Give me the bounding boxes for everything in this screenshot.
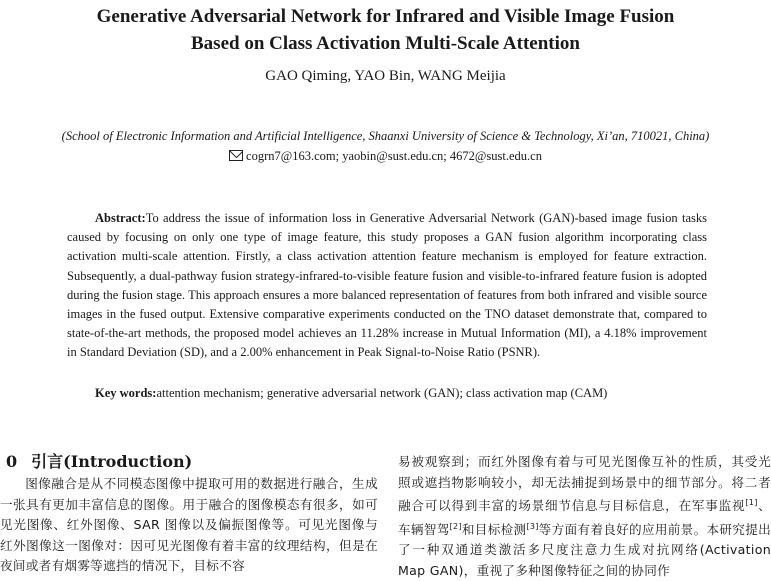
abstract-label: Abstract:	[95, 211, 146, 225]
citation-ref-2: [2]	[449, 521, 462, 531]
section-heading	[0, 450, 378, 474]
abstract	[67, 209, 707, 363]
envelope-icon	[229, 150, 243, 161]
section-title: 引言(Introduction)	[31, 452, 193, 471]
abstract-text: To address the issue of information loss in Generative Adversarial Network (GAN)-based image fusion tasks caused by focusing on only one type of image feature, this study proposes a GAN fusion algorithm incorporating class activation multi-scale attention. Firstly, a class activation attention feature mechanism is employed for feature extraction. Subsequently, a dual-pathway fusion strategy-infrared-to-visible feature fusion and visible-to-infrared feature fusion is adopted during the fusion stage. This approach ensures a more balanced representation of features from both infrared and visible source images in the fused output. Extensive comparative experiments conducted on the TNO dataset demonstrate that, compared to state-of-the-art methods, the proposed model achieves an 11.28% increase in Mutual Information (MI), a 4.18% improvement in Standard Deviation (SD), and a 2.00% enhancement in Peak Signal-to-Noise Ratio (PSNR).	[67, 211, 707, 360]
title-line-2: Based on Class Activation Multi-Scale Attention	[191, 33, 580, 54]
title-line-1: Generative Adversarial Network for Infrared and Visible Image Fusion	[96, 6, 675, 27]
author-list: GAO Qiming, YAO Bin, WANG Meijia	[265, 68, 506, 84]
paper-title	[0, 3, 771, 57]
right-column	[398, 452, 771, 581]
email-addresses: cogrn7@163.com; yaobin@sust.edu.cn; 4672@sust.edu.cn	[246, 149, 542, 163]
keywords-text: attention mechanism; generative adversarial network (GAN); class activation map (CAM)	[156, 386, 608, 400]
intro-paragraph-right	[398, 452, 771, 581]
affiliation: (School of Electronic Information and Artificial Intelligence, Shaanxi University of Science & Technology, Xi’an, 710021, China)	[61, 129, 710, 143]
citation-ref-1: [1]	[745, 498, 758, 507]
left-column	[0, 450, 378, 577]
section-number: 0	[6, 452, 18, 471]
citation-ref-3: [3]	[526, 521, 539, 531]
email-line	[0, 149, 771, 164]
intro-paragraph-left: 图像融合是从不同模态图像中提取可用的数据进行融合，生成一张具有更加丰富信息的图像。用于融合的图像模态有很多，如可见光图像、红外图像、SAR 图像以及偏振图像等。可见光图像与红外图像这一图像对：因可见光图像有着丰富的纹理结构，但是在夜间或者有烟雾等遮挡的情况下，目标不容	[0, 476, 378, 573]
text-run: 、车辆智驾	[398, 498, 771, 537]
keywords	[95, 386, 607, 401]
text-run: 易被观察到；而红外图像有着与可见光图像互补的性质，其受光照或遮挡物影响较小，却无法捕捉到场景中的细节部分。将二者融合可以得到丰富的场景细节信息与目标信息，在军事监视	[398, 454, 771, 514]
text-run: 等方面有着良好的应用前景。本研究提出了一种双通道类激活多尺度注意力生成对抗网络(Activation Map GAN)，重视了多种图像特征之间的协同作	[398, 521, 771, 578]
text-run: 和目标检测	[461, 521, 527, 537]
keywords-label: Key words:	[95, 386, 157, 400]
